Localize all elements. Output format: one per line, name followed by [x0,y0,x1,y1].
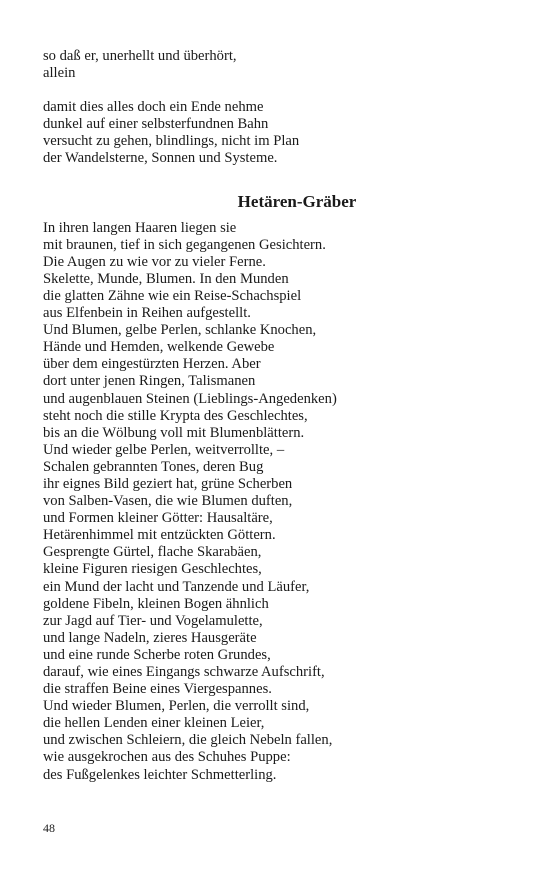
poem-line: Schalen gebrannten Tones, deren Bug [43,458,264,475]
stanza-gap [43,82,503,99]
poem-line: aus Elfenbein in Reihen aufgestellt. [43,305,251,322]
poem-line: kleine Figuren riesigen Geschlechtes, [43,561,262,578]
poem-body [43,220,503,784]
poem-line: darauf, wie eines Eingangs schwarze Aufschrift, [43,664,325,680]
poem-line: goldene Fibeln, kleinen Bogen ähnlich [43,595,269,612]
poem-line: bis an die Wölbung voll mit Blumenblättern. [43,424,305,441]
poem-line: mit braunen, tief in sich gegangenen Gesichtern. [43,236,326,253]
poem-line: ihr eignes Bild geziert hat, grüne Scherben [43,475,293,492]
poem-line: Hetärenhimmel mit entzückten Göttern. [43,527,276,544]
poem-line: die glatten Zähne wie ein Reise-Schachspiel [43,287,302,304]
poem-line: ein Mund der lacht und Tanzende und Läufer, [43,578,310,595]
poem-line: Die Augen zu wie vor zu vieler Ferne. [43,253,266,270]
poem-line: In ihren langen Haaren liegen sie [43,219,237,236]
previous-poem-stanza-2 [43,99,503,167]
poem-title-text: Hetären-Gräber [237,191,357,211]
poem-line: Und wieder Blumen, Perlen, die verrollt sind, [43,698,310,715]
poem-line: dunkel auf einer selbsterfundnen Bahn [43,116,269,133]
poem-line: so daß er, unerhellt und überhört, [43,48,237,64]
page-number: 48 [43,821,55,835]
poem-title [43,192,503,212]
poem-line: Gesprengte Gürtel, flache Skarabäen, [43,544,262,561]
poem-line: steht noch die stille Krypta des Geschlechtes, [43,407,308,424]
poem-line: wie ausgekrochen aus des Schuhes Puppe: [43,749,291,766]
poem-line: des Fußgelenkes leichter Schmetterling. [43,766,277,783]
poem-line: und eine runde Scherbe roten Grundes, [43,646,271,663]
poem-line: zur Jagd auf Tier- und Vogelamulette, [43,612,263,629]
poem-line: die straffen Beine eines Viergespannes. [43,681,272,698]
poem-line: und Formen kleiner Götter: Hausaltäre, [43,510,273,527]
poem-line: und lange Nadeln, zieres Hausgeräte [43,629,257,646]
poem-line: und augenblauen Steinen (Lieblings-Angedenken) [43,390,337,407]
poem-line: der Wandelsterne, Sonnen und Systeme. [43,150,278,167]
previous-poem-stanza-1 [43,48,503,82]
poem-line: von Salben-Vasen, die wie Blumen duften, [43,493,293,510]
poem-line: Hände und Hemden, welkende Gewebe [43,339,275,356]
page-body [43,48,503,784]
poem-line: dort unter jenen Ringen, Talismanen [43,373,256,390]
poem-line: versucht zu gehen, blindlings, nicht im Plan [43,133,300,150]
poem-line: Skelette, Munde, Blumen. In den Munden [43,270,289,287]
poem-line: und zwischen Schleiern, die gleich Nebeln fallen, [43,732,333,749]
poem-line: damit dies alles doch ein Ende nehme [43,99,264,116]
poem-line: allein [43,65,76,82]
poem-line: die hellen Lenden einer kleinen Leier, [43,715,265,732]
poem-line: Und wieder gelbe Perlen, weitverrollte, – [43,441,285,458]
poem-line: über dem eingestürzten Herzen. Aber [43,356,261,373]
poem-line: Und Blumen, gelbe Perlen, schlanke Knochen, [43,322,317,339]
